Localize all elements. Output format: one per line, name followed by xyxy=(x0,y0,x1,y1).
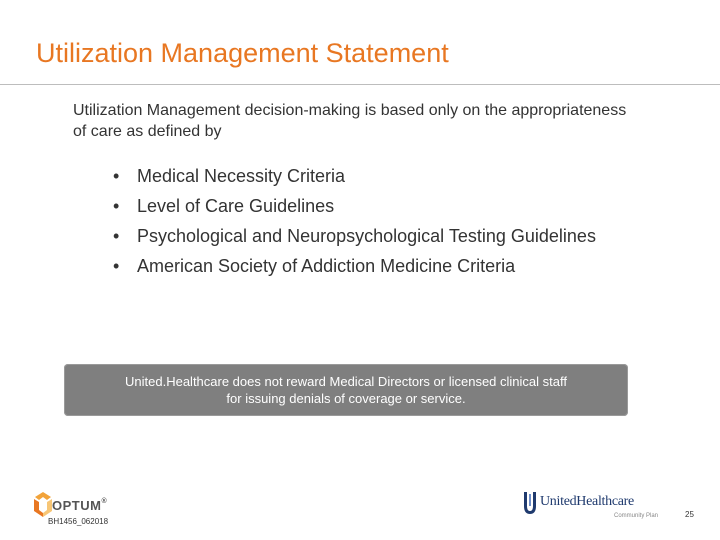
list-item xyxy=(113,255,633,278)
callout-line-1: United.Healthcare does not reward Medical Directors or licensed clinical staff xyxy=(125,374,567,389)
bullet-icon: • xyxy=(113,196,120,216)
intro-paragraph: Utilization Management decision-making is based only on the appropriateness of care as defined by xyxy=(73,102,627,140)
criteria-list xyxy=(113,165,633,285)
bullet-icon: • xyxy=(113,256,120,276)
title-divider xyxy=(0,84,720,85)
unitedhealthcare-logo xyxy=(520,488,670,528)
bullet-icon: • xyxy=(113,166,120,186)
list-item-label: Level of Care Guidelines xyxy=(137,196,335,216)
callout-text xyxy=(64,373,628,407)
callout-box xyxy=(64,364,628,416)
document-code: BH1456_062018 xyxy=(48,517,109,526)
list-item xyxy=(113,225,633,248)
list-item-label: Medical Necessity Criteria xyxy=(137,166,346,186)
slide-title: Utilization Management Statement xyxy=(36,38,449,68)
optum-wordmark: OPTUM® xyxy=(52,498,108,513)
optum-logo xyxy=(32,491,122,517)
list-item xyxy=(113,195,633,218)
list-item-label: Psychological and Neuropsychological Testing Guidelines xyxy=(137,226,596,246)
uhc-u-mark-icon xyxy=(522,490,538,516)
uhc-subtitle: Community Plan xyxy=(614,513,659,519)
callout-line-2: for issuing denials of coverage or service. xyxy=(226,391,466,406)
page-number: 25 xyxy=(685,510,694,519)
list-item xyxy=(113,165,633,188)
list-item-label: American Society of Addiction Medicine Criteria xyxy=(137,256,516,276)
optum-mark-icon xyxy=(32,491,54,517)
uhc-wordmark: UnitedHealthcare xyxy=(540,494,634,509)
bullet-icon: • xyxy=(113,226,120,246)
